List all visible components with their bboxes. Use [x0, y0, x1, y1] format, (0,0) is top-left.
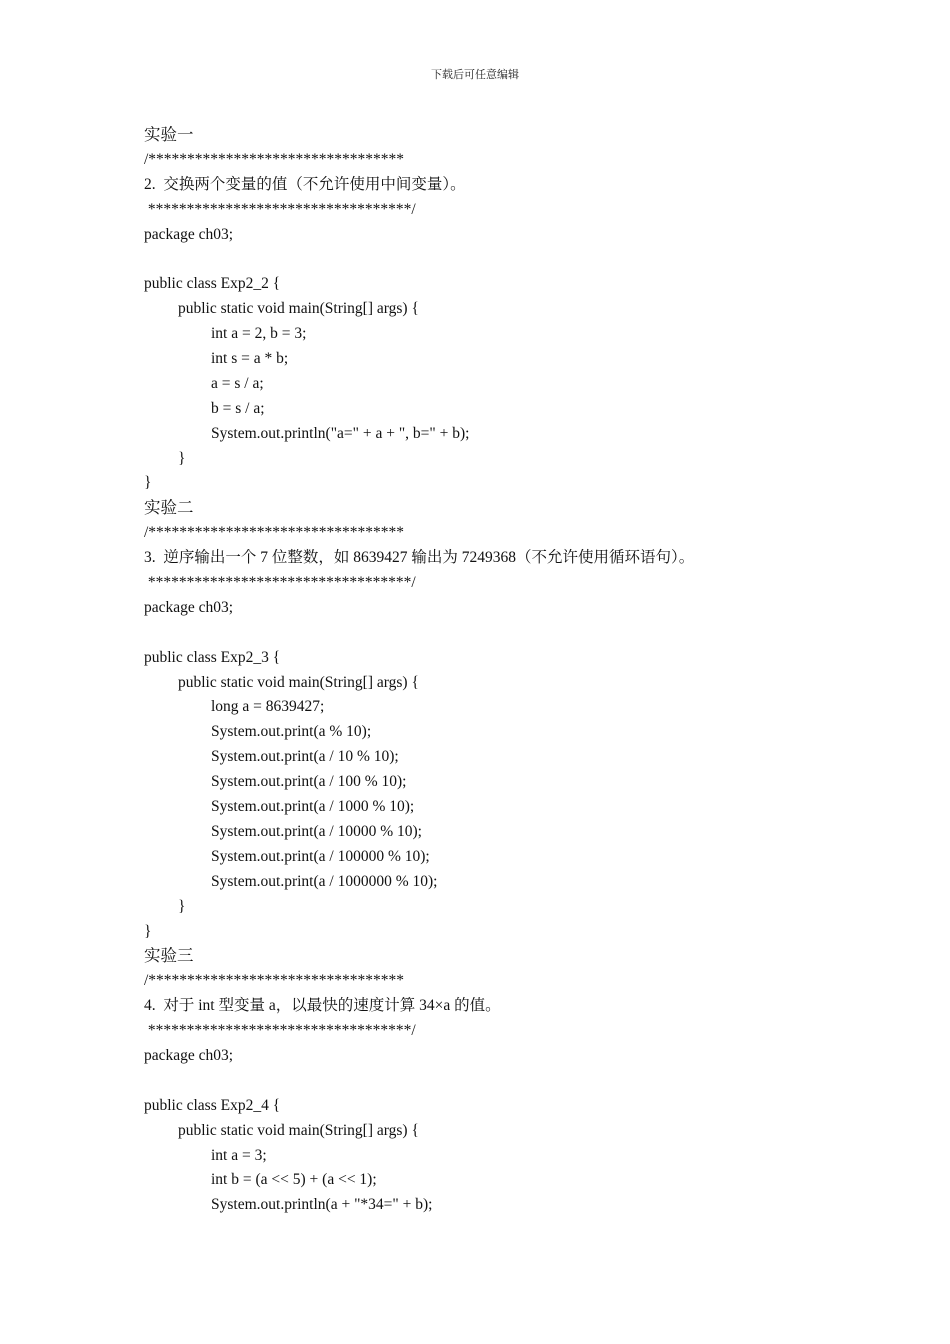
class-declaration: public class Exp2_4 {	[144, 1096, 281, 1114]
code-line: long a = 8639427;	[211, 698, 325, 716]
code-line: System.out.print(a / 100 % 10);	[211, 773, 407, 791]
blank-line	[144, 1069, 904, 1094]
task-description: 3. 逆序输出一个 7 位整数，如 8639427 输出为 7249368（不允许使用循环语句）。	[144, 549, 695, 567]
code-line: System.out.print(a / 1000000 % 10);	[211, 872, 438, 890]
section-experiment-2	[144, 496, 904, 944]
code-line: a = s / a;	[211, 374, 264, 392]
code-line: b = s / a;	[211, 399, 265, 417]
task-description: 2. 交换两个变量的值（不允许使用中间变量）。	[144, 175, 466, 193]
section-experiment-1	[144, 123, 904, 496]
comment-close: **********************************/	[144, 200, 416, 218]
code-line: int s = a * b;	[211, 350, 289, 368]
code-line: System.out.println("a=" + a + ", b=" + b);	[211, 424, 470, 442]
code-line: int a = 2, b = 3;	[211, 325, 307, 343]
package-declaration: package ch03;	[144, 225, 234, 243]
class-close-brace: }	[144, 474, 152, 492]
comment-close: **********************************/	[144, 574, 416, 592]
method-close-brace: }	[178, 449, 186, 467]
class-declaration: public class Exp2_3 {	[144, 648, 281, 666]
code-line: System.out.print(a / 100000 % 10);	[211, 847, 430, 865]
code-line: System.out.println(a + "*34=" + b);	[211, 1196, 433, 1214]
document-body	[144, 123, 904, 1218]
package-declaration: package ch03;	[144, 1046, 234, 1064]
main-method-declaration: public static void main(String[] args) {	[178, 300, 419, 318]
code-line: System.out.print(a % 10);	[211, 723, 372, 741]
page-header: 下载后可任意编辑	[431, 68, 519, 81]
section-experiment-3	[144, 944, 904, 1218]
section-title: 实验二	[144, 498, 194, 518]
code-line: System.out.print(a / 10000 % 10);	[211, 822, 422, 840]
code-line: System.out.print(a / 1000 % 10);	[211, 798, 415, 816]
main-method-declaration: public static void main(String[] args) {	[178, 673, 419, 691]
comment-close: **********************************/	[144, 1022, 416, 1040]
class-declaration: public class Exp2_2 {	[144, 275, 281, 293]
comment-open: /*********************************	[144, 524, 405, 542]
comment-open: /*********************************	[144, 150, 405, 168]
comment-open: /*********************************	[144, 972, 405, 990]
section-title: 实验三	[144, 946, 194, 966]
code-line: int b = (a << 5) + (a << 1);	[211, 1171, 377, 1189]
section-title: 实验一	[144, 125, 194, 144]
task-description: 4. 对于 int 型变量 a，以最快的速度计算 34×a 的值。	[144, 997, 501, 1015]
main-method-declaration: public static void main(String[] args) {	[178, 1121, 419, 1139]
package-declaration: package ch03;	[144, 598, 234, 616]
blank-line	[144, 621, 904, 646]
blank-line	[144, 247, 904, 272]
class-close-brace: }	[144, 922, 152, 940]
code-line: int a = 3;	[211, 1146, 267, 1164]
method-close-brace: }	[178, 897, 186, 915]
code-line: System.out.print(a / 10 % 10);	[211, 748, 399, 766]
